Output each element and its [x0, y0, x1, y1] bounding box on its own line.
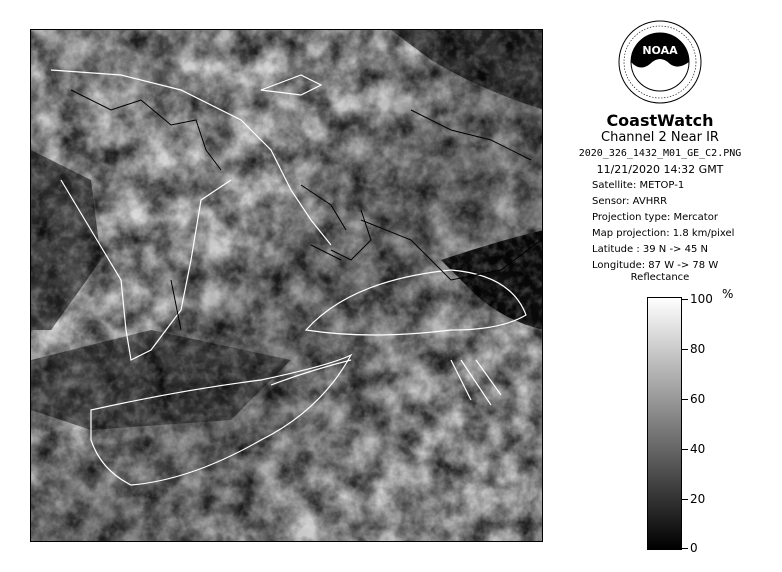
file-name: 2020_326_1432_M01_GE_C2.PNG — [578, 148, 742, 159]
colorbar-tick — [682, 499, 688, 500]
reflectance-colorbar — [647, 297, 682, 550]
colorbar-tick-label: 60 — [690, 392, 706, 406]
satellite-image — [30, 29, 543, 542]
colorbar-tick — [682, 548, 688, 549]
satellite-imagery — [31, 30, 543, 542]
colorbar-tick — [682, 449, 688, 450]
noaa-logo-icon — [618, 20, 702, 104]
acquisition-datetime: 11/21/2020 14:32 GMT — [596, 163, 724, 176]
colorbar-tick — [682, 399, 688, 400]
product-title: CoastWatch — [606, 111, 714, 130]
latitude-info: Latitude : 39 N -> 45 N — [592, 244, 708, 255]
map-projection-info: Map projection: 1.8 km/pixel — [592, 228, 735, 239]
projection-type-info: Projection type: Mercator — [592, 212, 718, 223]
longitude-info: Longitude: 87 W -> 78 W — [592, 260, 719, 271]
colorbar-tick-label: 100 — [690, 292, 713, 306]
colorbar-tick-label: 80 — [690, 342, 706, 356]
logo-text: NOAA — [642, 44, 678, 57]
channel-subtitle: Channel 2 Near IR — [601, 130, 719, 145]
legend-title: Reflectance — [630, 272, 690, 283]
colorbar-tick — [682, 349, 688, 350]
colorbar-tick-label: 0 — [690, 541, 698, 555]
satellite-info: Satellite: METOP-1 — [592, 180, 685, 191]
colorbar-tick-label: 20 — [690, 492, 706, 506]
legend-unit: % — [722, 287, 734, 301]
colorbar-tick — [682, 299, 688, 300]
colorbar-tick-label: 40 — [690, 442, 706, 456]
sensor-info: Sensor: AVHRR — [592, 196, 668, 207]
